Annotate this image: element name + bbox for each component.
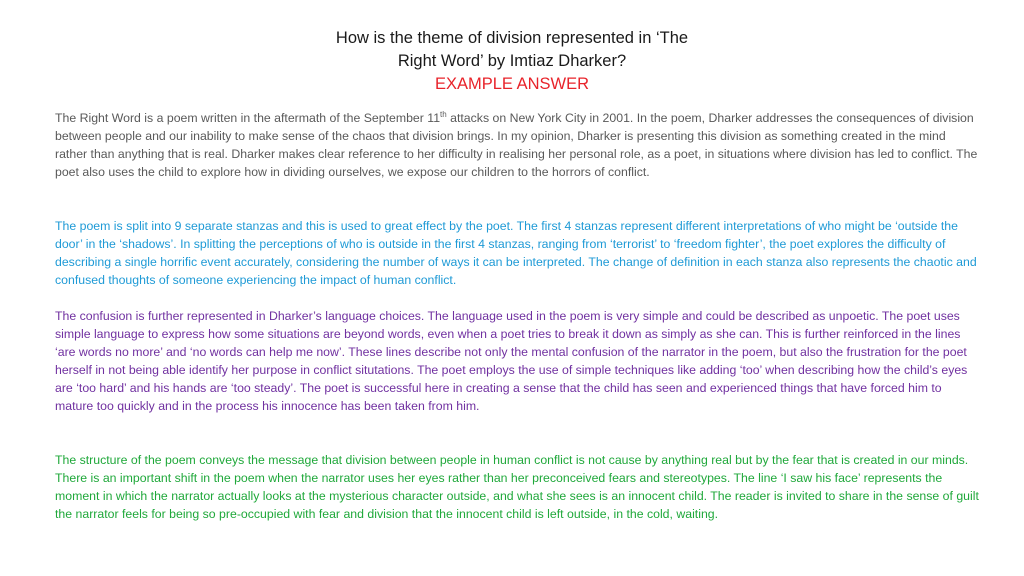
title-subtitle: EXAMPLE ANSWER [434,75,590,93]
paragraph-language-choices: The confusion is further represented in Dharker’s language choices. The language used in the poem is very simple and could be described as unpoetic. The poet uses simple language to express how some situations are beyond words, even when a poet tries to break it down as simply as she can. This is further reinforced in the lines ‘are words no more’ and ‘no words can help me now’. These lines describe not only the mental confusion of the narrator in the poem, but also the frustration for the poet herself in not being able identify her purpose in conflict situtations. The poet employs the use of simple techniques like adding ‘too’ when describing how the child’s eyes are ‘too hard’ and his hands are ‘too steady’. The poet is successful here in creating a sense that the child has seen and experienced things that have forced him to mature too quickly and in the process his innocence has been taken from him. [55,309,968,414]
paragraph-introduction [55,109,980,181]
paragraph-1-text-a: The Right Word is a poem written in the aftermath of the September 11 [55,111,441,125]
title-line-2: Right Word’ by Imtiaz Dharker? [397,52,627,70]
paragraph-structure-shift: The structure of the poem conveys the message that division between people in human conflict is not cause by anything real but by the fear that is created in our minds. There is an important shift in the poem when the narrator uses her eyes rather than her preconceived fears and stereotypes. The line ‘I saw his face’ represents the moment in which the narrator actually looks at the mysterious character outside, and what she sees is an innocent child. The reader is invited to share in the sense of guilt the narrator feels for being so pre-occupied with fear and division that the innocent child is left outside, in the cold, waiting. [55,453,979,522]
superscript-th: th [440,109,447,119]
title-line-1: How is the theme of division represented in ‘The [335,29,689,47]
slide-title [0,27,1024,96]
paragraph-1-text-b: attacks on New York City in 2001. In the poem, Dharker addresses the consequences of division between people and our inability to make sense of the chaos that division brings. In my opinion, Dharker is presenting this division as something created in the mind rather than anything that is real. Dharker makes clear reference to her difficulty in realising her personal role, as a poet, in situations where division has led to conflict. The poet also uses the child to explore how in dividing ourselves, we expose our children to the horrors of conflict. [55,111,978,180]
paragraph-structure-stanzas: The poem is split into 9 separate stanzas and this is used to great effect by the poet. The first 4 stanzas represent different interpretations of who might be ‘outside the door’ in the ‘shadows’. In splitting the perceptions of who is outside in the first 4 stanzas, ranging from ‘terrorist’ to ‘freedom fighter’, the poet explores the difficulty of describing a single horrific event accurately, considering the number of ways it can be interpreted. The change of definition in each stanza also represents the chaotic and confused thoughts of someone experiencing the impact of human conflict. [55,219,977,288]
